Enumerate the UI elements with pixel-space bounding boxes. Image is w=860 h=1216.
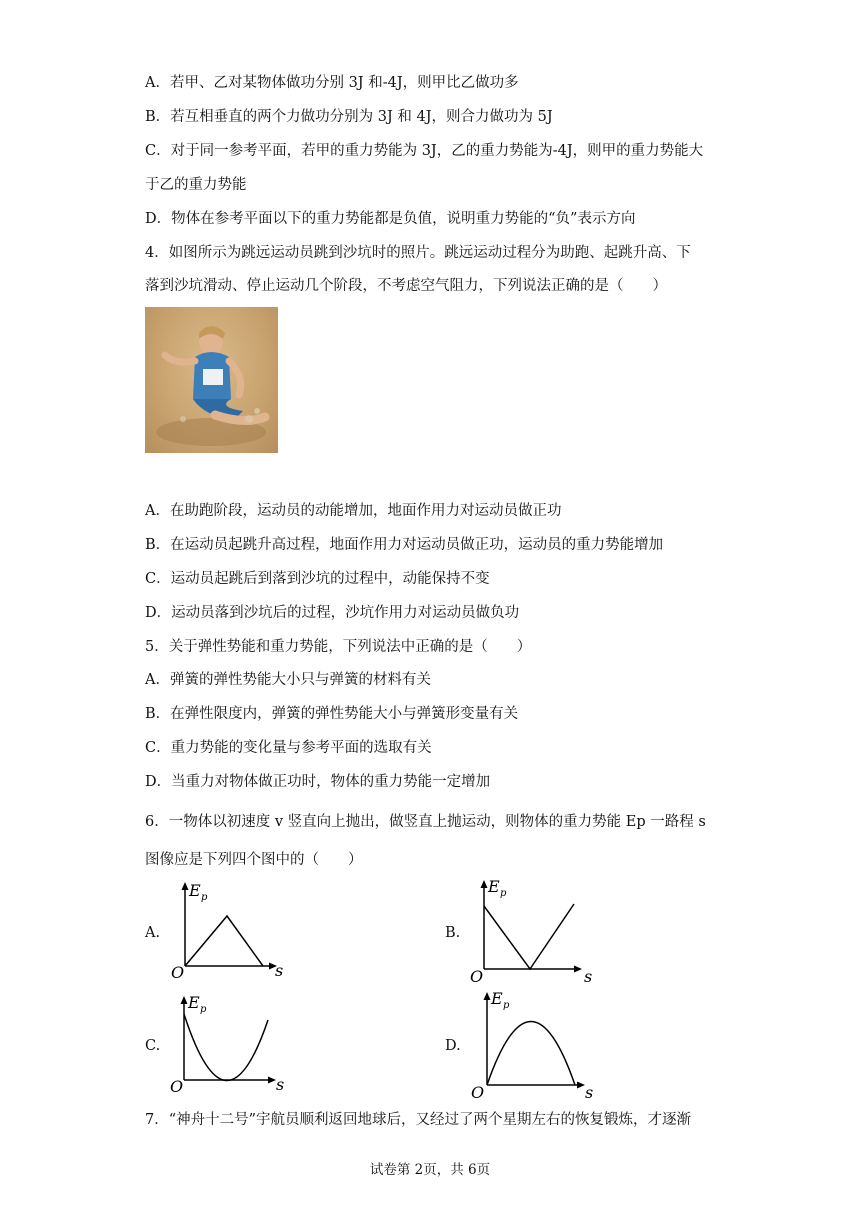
q5-option-d: D．当重力对物体做正功时，物体的重力势能一定增加 bbox=[145, 774, 491, 790]
q6-stem-line2: 图像应是下列四个图中的（ ） bbox=[145, 852, 363, 868]
q6-graph-a-y-label: E bbox=[189, 881, 201, 900]
q5-stem: 5．关于弹性势能和重力势能，下列说法中正确的是（ ） bbox=[145, 639, 532, 655]
q6-graph-a bbox=[165, 878, 305, 980]
q3-option-a: A．若甲、乙对某物体做功分别 3J 和-4J，则甲比乙做功多 bbox=[145, 75, 519, 91]
q3-option-d: D．物体在参考平面以下的重力势能都是负值，说明重力势能的“负”表示方向 bbox=[145, 211, 636, 227]
q6-option-b-label: B. bbox=[445, 925, 461, 941]
q4-option-c: C．运动员起跳后到落到沙坑的过程中，动能保持不变 bbox=[145, 571, 490, 587]
q6-option-c-label: C. bbox=[145, 1038, 161, 1054]
q3-option-b: B．若互相垂直的两个力做功分别为 3J 和 4J，则合力做功为 5J bbox=[145, 109, 553, 125]
q6-graph-c bbox=[164, 992, 304, 1096]
q6-graph-d-y-sub: p bbox=[503, 1000, 510, 1011]
q5-option-c: C．重力势能的变化量与参考平面的选取有关 bbox=[145, 740, 432, 756]
q4-option-b: B．在运动员起跳升高过程，地面作用力对运动员做正功，运动员的重力势能增加 bbox=[145, 537, 664, 553]
q6-stem-line1: 6．一物体以初速度 v 竖直向上抛出，做竖直上抛运动，则物体的重力势能 Ep 一路程 s bbox=[145, 814, 706, 830]
q6-option-a-label: A. bbox=[145, 925, 161, 941]
q6-graph-d-origin: O bbox=[471, 1083, 485, 1102]
q6-graph-a-origin: O bbox=[171, 963, 185, 980]
q6-graph-a-y-sub: p bbox=[201, 892, 208, 903]
q6-graph-b bbox=[464, 876, 604, 984]
q6-graph-b-origin: O bbox=[470, 967, 484, 984]
q6-graph-c-y-sub: p bbox=[200, 1004, 207, 1015]
q6-graph-c-y-label: E bbox=[188, 993, 200, 1012]
q6-graph-c-x-label: s bbox=[276, 1075, 285, 1094]
q6-option-d-label: D. bbox=[445, 1038, 461, 1054]
q6-graph-b-y-sub: p bbox=[500, 888, 507, 899]
q5-option-a: A．弹簧的弹性势能大小只与弹簧的材料有关 bbox=[145, 672, 431, 688]
page-footer: 试卷第 2页，共 6页 bbox=[369, 1162, 491, 1178]
q4-option-a: A．在助跑阶段，运动员的动能增加，地面作用力对运动员做正功 bbox=[145, 503, 562, 519]
q6-graph-b-y-label: E bbox=[488, 877, 500, 896]
q5-option-b: B．在弹性限度内，弹簧的弹性势能大小与弹簧形变量有关 bbox=[145, 706, 519, 722]
q6-graph-a-x-label: s bbox=[275, 961, 284, 980]
q7-stem-line1: 7．“神舟十二号”宇航员顺利返回地球后，又经过了两个星期左右的恢复锻炼，才逐渐 bbox=[145, 1112, 692, 1128]
long-jump-photo bbox=[145, 307, 278, 453]
q3-option-c-line1: C．对于同一参考平面，若甲的重力势能为 3J，乙的重力势能为-4J，则甲的重力势能大 bbox=[145, 143, 704, 159]
q6-graph-b-x-label: s bbox=[584, 967, 593, 984]
q6-graph-d-x-label: s bbox=[585, 1083, 594, 1102]
q6-graph-c-origin: O bbox=[170, 1077, 184, 1096]
q6-graph-d-y-label: E bbox=[491, 989, 503, 1008]
q4-stem-line2: 落到沙坑滑动、停止运动几个阶段，不考虑空气阻力，下列说法正确的是（ ） bbox=[145, 278, 667, 294]
q4-option-d: D．运动员落到沙坑后的过程，沙坑作用力对运动员做负功 bbox=[145, 605, 520, 621]
q3-option-c-line2: 于乙的重力势能 bbox=[145, 177, 247, 193]
q4-stem-line1: 4．如图所示为跳远运动员跳到沙坑时的照片。跳远运动过程分为助跑、起跳升高、下 bbox=[145, 245, 691, 261]
q6-graph-d bbox=[467, 988, 607, 1102]
